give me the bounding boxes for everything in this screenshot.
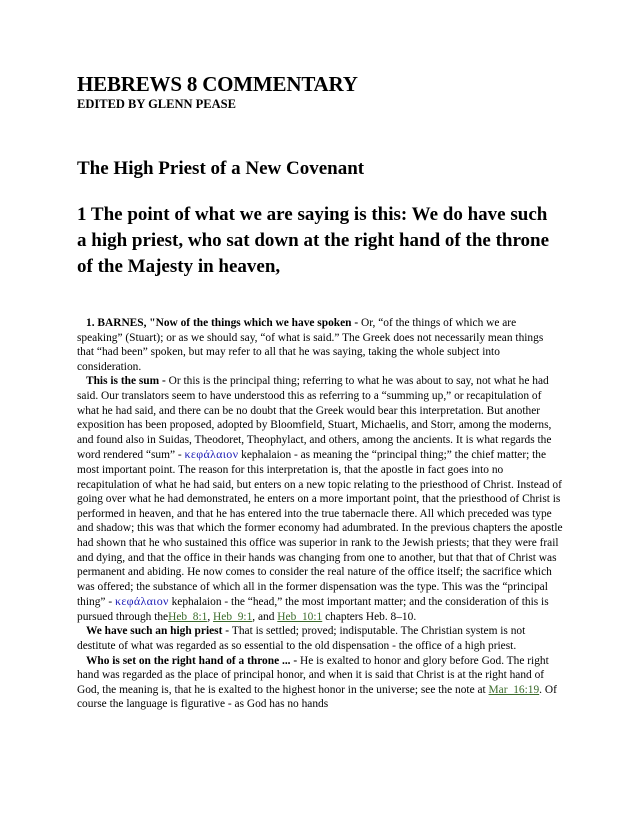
separator: , and (252, 610, 278, 623)
commentary-paragraph (77, 374, 563, 624)
commentary-paragraph (77, 624, 563, 653)
paragraph-text: That is settled; proved; indisputable. The Christian system is not destitute of what was regarded as so essential to the old dispensation - the office of a high priest. (77, 625, 526, 653)
commentary-paragraph (77, 316, 563, 374)
paragraph-text: kephalaion - as meaning the “principal thing;” the chief matter; the most important point. The reason for this interpretation is, that the apostle in fact goes into no recapitulation of what he had said, but enters on a new topic relating to the priesthood of Christ. Instead of going over what he had demonstrated, he enters on a more important point, that the priesthood of Christ is performed in heaven, and that he has entered into the true tabernacle there. All which preceded was type and shadow; this was that which the former economy had adumbrated. In the previous chapters the apostle had shown that he who sustained this office was superior in rank to the Jewish priests; that they were frail and dying, and that the office in their hands was changing from one to another, but that that of Christ was permanent and abiding. He now comes to consider the real nature of the office itself; the sacrifice which was offered; the substance of which all in the former dispensation was the type. This was the “principal thing” - (77, 449, 563, 609)
paragraph-text: He is exalted to honor and glory before God. The right hand was regarded as the place of principal honor, and when it is said that Christ is at the right hand of God, the meaning is, that he is exalted to the highest honor in the universe; see the note at (77, 654, 549, 696)
paragraph-lead: We have such an high priest - (86, 625, 232, 638)
paragraph-lead: This is the sum - (86, 375, 169, 388)
section-heading: The High Priest of a New Covenant (77, 158, 365, 179)
paragraph-text: . Of course the language is figurative - as God has no hands (77, 683, 557, 711)
greek-word: κεφάλαιον (114, 594, 169, 609)
paragraph-lead: 1. BARNES, "Now of the things which we have spoken - (86, 317, 361, 329)
scripture-link[interactable]: Heb_9:1 (213, 610, 253, 623)
paragraph-text: Or this is the principal thing; referring to what he was about to say, not what he had said. Our translators seem to have understood this as referring to a “summing up,” or recapitulation of what he had said, and there can be no doubt that the Greek would bear this interpretation. But another exposition has been proposed, adopted by Bloomfield, Stuart, Michaelis, and Storr, among the moderns, and found also in Suidas, Theodoret, Theophylact, and others, among the ancients. It is what regards the word rendered “sum” - (77, 375, 552, 462)
commentary-paragraph (77, 654, 563, 712)
greek-word: κεφάλαιον (184, 447, 239, 462)
scripture-link[interactable]: Heb_8:1 (168, 610, 208, 623)
commentary-body (77, 316, 563, 712)
document-title: HEBREWS 8 COMMENTARY (77, 72, 358, 96)
separator: , (207, 610, 214, 623)
paragraph-text: chapters Heb. 8–10. (322, 610, 417, 623)
paragraph-text: kephalaion - the “head,” the most important matter; and the consideration of this is pursued through the (77, 596, 549, 623)
paragraph-lead: Who is set on the right hand of a throne ... - (86, 654, 301, 667)
scripture-link[interactable]: Mar_16:19 (488, 683, 540, 696)
editor-credit: EDITED BY GLENN PEASE (77, 97, 236, 111)
scripture-link[interactable]: Heb_10:1 (277, 610, 323, 623)
paragraph-text: Or, “of the things of which we are speaking” (Stuart); or as we should say, “of what is said.” The Greek does not necessarily mean things that “had been” spoken, but may refer to all that he was saying, taking the whole subject into consideration. (77, 317, 544, 373)
verse-text: 1 The point of what we are saying is this: We do have such a high priest, who sat down at the right hand of the throne of the Majesty in heaven, (77, 204, 550, 277)
